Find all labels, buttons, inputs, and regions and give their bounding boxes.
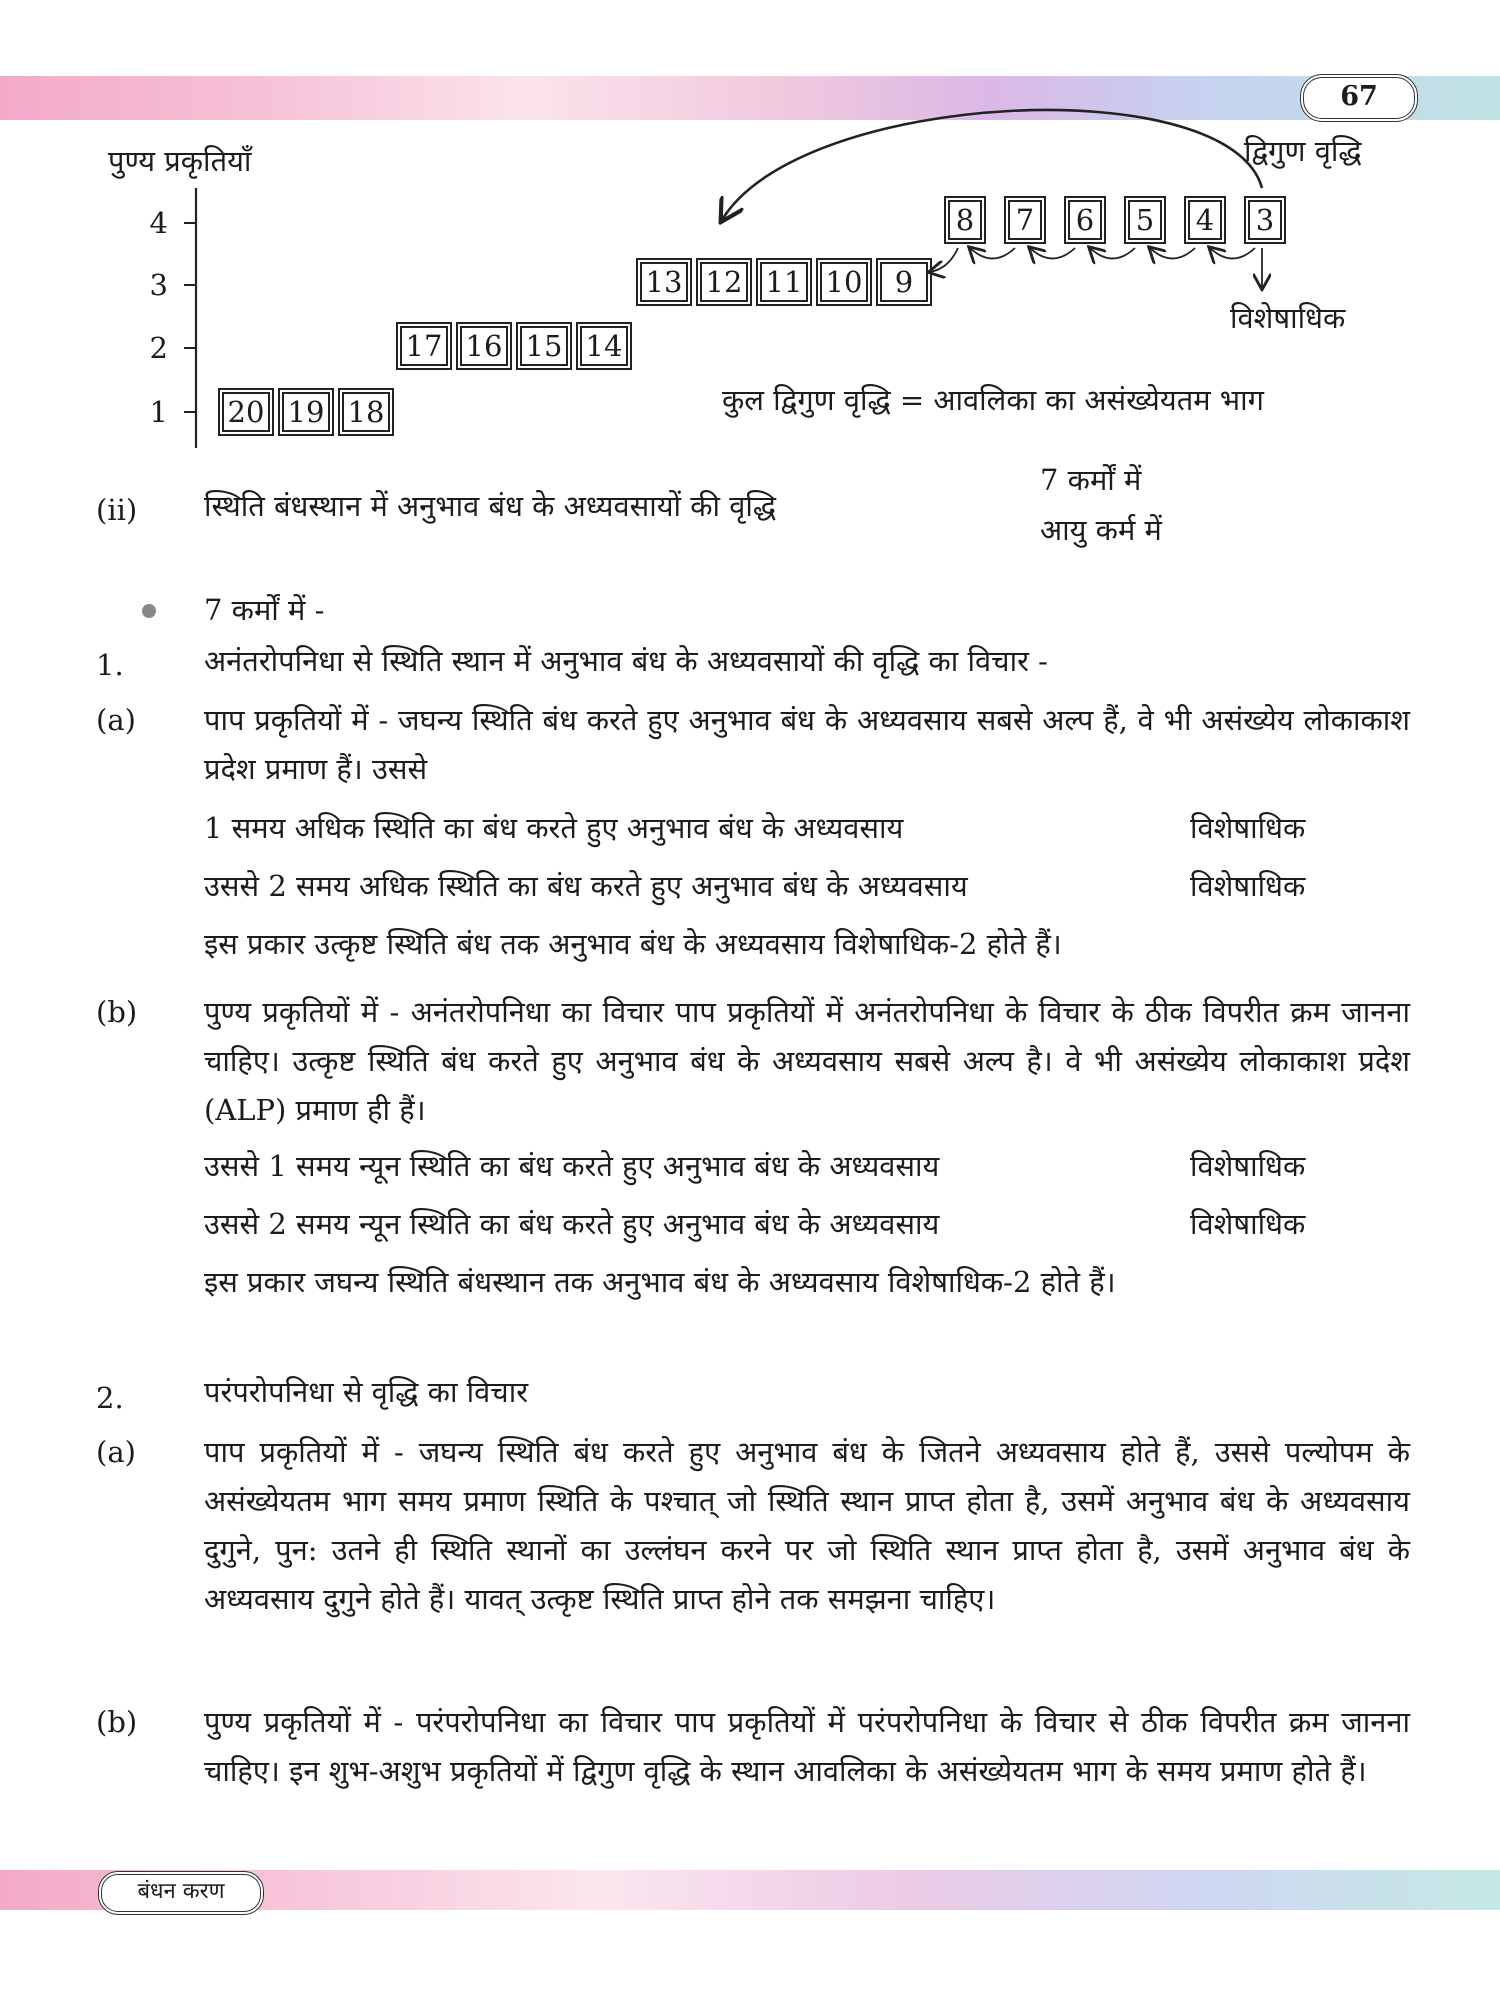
section-ii-text: स्थिति बंधस्थान में अनुभाव बंध के अध्यवसायों की वृद्धि: [204, 489, 777, 523]
item2b-marker: (b): [96, 1705, 138, 1739]
value-box: 15: [520, 326, 568, 366]
footer-chapter-label: बंधन करण: [98, 1871, 264, 1915]
small-arrow: [1210, 248, 1255, 259]
item1a-line1: 1 समय अधिक स्थिति का बंध करते हुए अनुभाव बंध के अध्यवसाय: [204, 811, 904, 845]
value-box: 9: [880, 262, 928, 302]
item1a-text: पाप प्रकृतियों में - जघन्य स्थिति बंध करते हुए अनुभाव बंध के अध्यवसाय सबसे अल्प हैं, वे भी असंख्येय लोकाकाश प्रदेश प्रमाण हैं। उससे: [204, 703, 1410, 786]
bullet-heading: 7 कर्मों में -: [204, 593, 325, 627]
visheshadhik-label: विशेषाधिक: [1230, 301, 1346, 335]
bullet-dot: [142, 604, 156, 618]
tick-label-2: 2: [149, 331, 168, 365]
item1b-line1: उससे 1 समय न्यून स्थिति का बंध करते हुए अनुभाव बंध के अध्यवसाय: [204, 1149, 940, 1183]
item1a-line2: उससे 2 समय अधिक स्थिति का बंध करते हुए अनुभाव बंध के अध्यवसाय: [204, 869, 968, 903]
value-box: 16: [460, 326, 508, 366]
value-box: 10: [820, 262, 868, 302]
tick-label-4: 4: [149, 206, 168, 240]
small-arrow: [1090, 248, 1135, 259]
value-box: 5: [1128, 200, 1162, 240]
value-box: 19: [282, 392, 330, 432]
value-box: 12: [700, 262, 748, 302]
value-box: 11: [760, 262, 808, 302]
double-growth-arrow: [722, 110, 1262, 220]
item1b-line2-right: विशेषाधिक: [1190, 1207, 1306, 1241]
section-ii-marker: (ii): [96, 493, 138, 527]
item2a-marker: (a): [96, 1435, 136, 1469]
value-box: 3: [1248, 200, 1282, 240]
item2a-text: पाप प्रकृतियों में - जघन्य स्थिति बंध करते हुए अनुभाव बंध के जितने अध्यवसाय होते हैं, उससे पल्योपम के असंख्येयतम भाग समय प्रमाण स्थिति के पश्चात् जो स्थिति स्थान प्राप्त होता है, उसमें अनुभाव बंध के अध्यवसाय दुगुने, पुन: उतने ही स्थिति स्थानों का उल्लंघन करने पर जो स्थिति स्थान प्राप्त होता है, उसमें अनुभाव बंध के अध्यवसाय दुगुने होते हैं। यावत् उत्कृष्ट स्थिति प्राप्त होने तक समझना चाहिए।: [204, 1435, 1410, 1616]
small-arrow: [970, 248, 1015, 259]
item1a-line2-right: विशेषाधिक: [1190, 869, 1306, 903]
value-box: 6: [1068, 200, 1102, 240]
small-arrow: [1150, 248, 1195, 259]
small-arrow: [930, 248, 958, 272]
item2-heading: परंपरोपनिधा से वृद्धि का विचार: [204, 1375, 529, 1409]
branch-top-label: 7 कर्मों में: [1040, 463, 1142, 497]
item1a-marker: (a): [96, 703, 136, 737]
branch-bottom-label: आयु कर्म में: [1040, 513, 1162, 547]
item2b-text: पुण्य प्रकृतियों में - परंपरोपनिधा का विचार पाप प्रकृतियों में परंपरोपनिधा के विचार से ठीक विपरीत क्रम जानना चाहिए। इन शुभ-अशुभ प्रकृतियों में द्विगुण वृद्धि के स्थान आवलिका के असंख्येयतम भाग के समय प्रमाण होते हैं।: [204, 1705, 1410, 1788]
item1-heading: अनंतरोपनिधा से स्थिति स्थान में अनुभाव बंध के अध्यवसायों की वृद्धि का विचार -: [204, 644, 1048, 678]
tick-label-1: 1: [149, 395, 168, 429]
value-box: 17: [400, 326, 448, 366]
item1b-line2: उससे 2 समय न्यून स्थिति का बंध करते हुए अनुभाव बंध के अध्यवसाय: [204, 1207, 940, 1241]
item1b-line3: इस प्रकार जघन्य स्थिति बंधस्थान तक अनुभाव बंध के अध्यवसाय विशेषाधिक-2 होते हैं।: [204, 1265, 1116, 1299]
value-box: 20: [222, 392, 270, 432]
item1a-line3: इस प्रकार उत्कृष्ट स्थिति बंध तक अनुभाव बंध के अध्यवसाय विशेषाधिक-2 होते हैं।: [204, 927, 1062, 961]
value-box: 8: [948, 200, 982, 240]
value-box: 18: [342, 392, 390, 432]
tick-label-3: 3: [149, 268, 168, 302]
small-arrow: [1030, 248, 1075, 259]
value-box: 14: [580, 326, 628, 366]
value-box: 4: [1188, 200, 1222, 240]
item1b-line1-right: विशेषाधिक: [1190, 1149, 1306, 1183]
y-axis-title: पुण्य प्रकृतियाँ: [108, 144, 252, 178]
value-box: 13: [640, 262, 688, 302]
item1b-marker: (b): [96, 995, 138, 1029]
item2-number: 2.: [96, 1381, 124, 1415]
item1a-line1-right: विशेषाधिक: [1190, 811, 1306, 845]
item1b-text: पुण्य प्रकृतियों में - अनंतरोपनिधा का विचार पाप प्रकृतियों में अनंतरोपनिधा के विचार के ठीक विपरीत क्रम जानना चाहिए। उत्कृष्ट स्थिति बंध करते हुए अनुभाव बंध के अध्यवसाय सबसे अल्प है। वे भी असंख्येय लोकाकाश प्रदेश (ALP) प्रमाण ही हैं।: [204, 995, 1410, 1127]
item1-number: 1.: [96, 648, 124, 682]
double-growth-label: द्विगुण वृद्धि: [1244, 134, 1362, 168]
page-number: 67: [1300, 74, 1418, 122]
total-caption: कुल द्विगुण वृद्धि = आवलिका का असंख्येयतम भाग: [722, 383, 1265, 417]
value-box: 7: [1008, 200, 1042, 240]
